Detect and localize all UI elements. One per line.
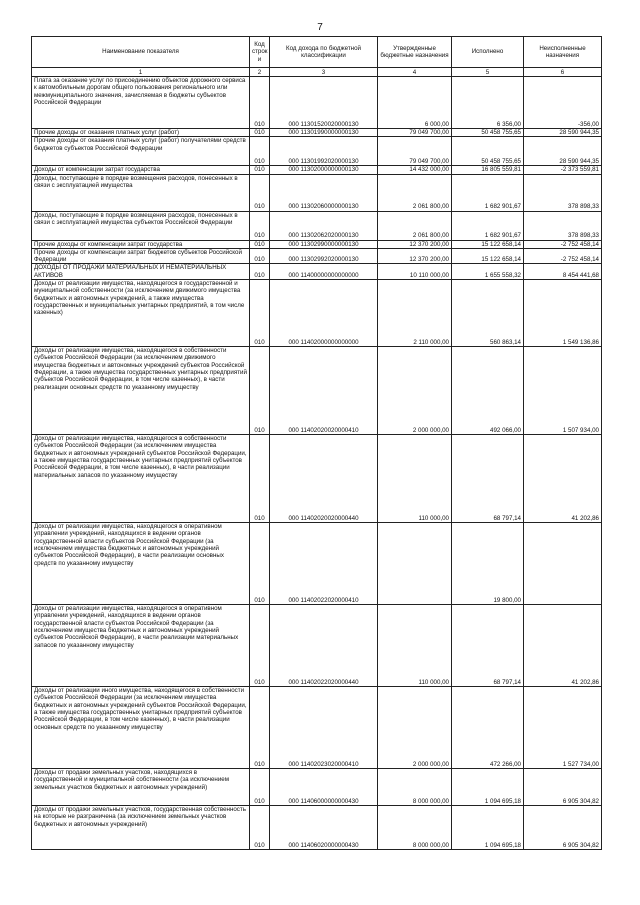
row-income-code: 000 11402023020000410 bbox=[270, 687, 378, 769]
row-approved: 2 061 800,00 bbox=[378, 211, 452, 240]
row-name: Плата за оказание услуг по присоединению объектов дорожного сервиса к автомобильным дорогам общего пользования регионального или межмуниципального значения, зачисляемая в бюджеты субъектов Российской Федерации bbox=[32, 77, 250, 129]
row-executed: 1 094 695,18 bbox=[452, 806, 524, 850]
row-income-code: 000 11402022020000410 bbox=[270, 523, 378, 605]
table-row bbox=[32, 264, 602, 280]
row-unexecuted: 8 454 441,68 bbox=[524, 264, 602, 280]
header-executed: Исполнено bbox=[452, 37, 524, 68]
row-unexecuted: -2 373 559,81 bbox=[524, 166, 602, 174]
table-row bbox=[32, 523, 602, 605]
table-row bbox=[32, 166, 602, 174]
table-row bbox=[32, 280, 602, 347]
row-approved: 2 000 000,00 bbox=[378, 347, 452, 435]
row-approved: 79 049 700,00 bbox=[378, 137, 452, 166]
row-income-code: 000 11402020020000440 bbox=[270, 435, 378, 523]
row-income-code: 000 11402022020000440 bbox=[270, 605, 378, 687]
row-unexecuted: 378 898,33 bbox=[524, 174, 602, 211]
row-approved: 8 000 000,00 bbox=[378, 769, 452, 806]
row-income-code: 000 11302990000000130 bbox=[270, 240, 378, 248]
row-income-code: 000 11402020020000410 bbox=[270, 347, 378, 435]
row-income-code: 000 11402000000000000 bbox=[270, 280, 378, 347]
row-unexecuted: 41 202,86 bbox=[524, 435, 602, 523]
row-executed: 1 682 901,67 bbox=[452, 211, 524, 240]
row-approved bbox=[378, 523, 452, 605]
row-name: Доходы от продажи земельных участков, находящихся в государственной и муниципальной собственности (за исключением земельных участков бюджетных и автономных учреждений) bbox=[32, 769, 250, 806]
column-number: 1 bbox=[32, 68, 250, 77]
row-line-code: 010 bbox=[250, 435, 270, 523]
row-name: Доходы от реализации имущества, находящегося в оперативном управлении учреждений, находящихся в ведении органов государственной власти субъектов Российской Федерации (за исключением имущества бюджетных и автономных учреждений субъектов Российской Федерации), в части реализации материальных запасов по указанному имуществу bbox=[32, 605, 250, 687]
row-income-code: 000 11400000000000000 bbox=[270, 264, 378, 280]
row-income-code: 000 11302062020000130 bbox=[270, 211, 378, 240]
row-line-code: 010 bbox=[250, 347, 270, 435]
column-number: 3 bbox=[270, 68, 378, 77]
row-executed: 472 266,00 bbox=[452, 687, 524, 769]
row-income-code: 000 11301520020000130 bbox=[270, 77, 378, 129]
row-name: Доходы от реализации иного имущества, находящегося в собственности субъектов Российской Федерации (за исключением имущества бюджетных и автономных учреждений субъектов Российской Федерации, а также имущества государственных унитарных предприятий субъектов Российской Федерации, в том числе казенных), в части реализации основных средств по указанному имуществу bbox=[32, 687, 250, 769]
row-approved: 79 049 700,00 bbox=[378, 129, 452, 137]
row-name: Прочие доходы от компенсации затрат бюджетов субъектов Российской Федерации bbox=[32, 248, 250, 264]
row-line-code: 010 bbox=[250, 264, 270, 280]
table-row bbox=[32, 211, 602, 240]
row-approved: 6 000,00 bbox=[378, 77, 452, 129]
row-line-code: 010 bbox=[250, 174, 270, 211]
row-line-code: 010 bbox=[250, 280, 270, 347]
row-unexecuted: 28 590 944,35 bbox=[524, 129, 602, 137]
row-executed: 560 863,14 bbox=[452, 280, 524, 347]
row-name: Прочие доходы от компенсации затрат государства bbox=[32, 240, 250, 248]
row-executed: 492 066,00 bbox=[452, 347, 524, 435]
row-income-code: 000 11302992020000130 bbox=[270, 248, 378, 264]
column-number: 5 bbox=[452, 68, 524, 77]
row-approved: 14 432 000,00 bbox=[378, 166, 452, 174]
row-line-code: 010 bbox=[250, 806, 270, 850]
row-executed: 68 797,14 bbox=[452, 435, 524, 523]
table-row bbox=[32, 174, 602, 211]
row-name: Прочие доходы от оказания платных услуг (работ) получателями средств бюджетов субъектов Российской Федерации bbox=[32, 137, 250, 166]
row-name: Доходы, поступающие в порядке возмещения расходов, понесенных в связи с эксплуатацией имущества субъектов Российской Федерации bbox=[32, 211, 250, 240]
row-approved: 2 110 000,00 bbox=[378, 280, 452, 347]
row-approved: 10 110 000,00 bbox=[378, 264, 452, 280]
table-row bbox=[32, 687, 602, 769]
row-name: Доходы от реализации имущества, находящегося в собственности субъектов Российской Федерации (за исключением имущества бюджетных и автономных учреждений субъектов Российской Федерации, а также имущества государственных унитарных предприятий субъектов Российской Федерации, в том числе казенных), в части реализации материальных запасов по указанному имуществу bbox=[32, 435, 250, 523]
table-row bbox=[32, 77, 602, 129]
row-approved: 2 000 000,00 bbox=[378, 687, 452, 769]
row-executed: 6 356,00 bbox=[452, 77, 524, 129]
row-name: Доходы от компенсации затрат государства bbox=[32, 166, 250, 174]
row-executed: 1 094 695,18 bbox=[452, 769, 524, 806]
column-numbers-row bbox=[32, 68, 602, 77]
table-row bbox=[32, 806, 602, 850]
table-row bbox=[32, 769, 602, 806]
row-name: Доходы от реализации имущества, находящегося в собственности субъектов Российской Федерации (за исключением движимого имущества бюджетных и автономных учреждений субъектов Российской Федерации, а также имущества государственных унитарных предприятий субъектов Российской Федерации, в том числе казенных), в части реализации основных средств по указанному имуществу bbox=[32, 347, 250, 435]
header-name: Наименование показателя bbox=[32, 37, 250, 68]
row-income-code: 000 11302000000000130 bbox=[270, 166, 378, 174]
row-line-code: 010 bbox=[250, 687, 270, 769]
header-income-code: Код дохода по бюджетной классификации bbox=[270, 37, 378, 68]
row-unexecuted: 6 905 304,82 bbox=[524, 806, 602, 850]
row-income-code: 000 11301990000000130 bbox=[270, 129, 378, 137]
row-approved: 12 370 200,00 bbox=[378, 248, 452, 264]
row-unexecuted: -2 752 458,14 bbox=[524, 240, 602, 248]
row-executed: 50 458 755,65 bbox=[452, 129, 524, 137]
row-unexecuted: 1 507 934,00 bbox=[524, 347, 602, 435]
row-name: Доходы, поступающие в порядке возмещения расходов, понесенных в связи с эксплуатацией имущества bbox=[32, 174, 250, 211]
row-executed: 68 797,14 bbox=[452, 605, 524, 687]
row-executed: 16 805 559,81 bbox=[452, 166, 524, 174]
row-executed: 19 800,00 bbox=[452, 523, 524, 605]
row-unexecuted bbox=[524, 523, 602, 605]
header-unexecuted: Неисполненные назначения bbox=[524, 37, 602, 68]
header-line-code: Код строк и bbox=[250, 37, 270, 68]
row-unexecuted: 378 898,33 bbox=[524, 211, 602, 240]
row-approved: 8 000 000,00 bbox=[378, 806, 452, 850]
row-executed: 15 122 658,14 bbox=[452, 240, 524, 248]
table-row bbox=[32, 605, 602, 687]
column-number: 2 bbox=[250, 68, 270, 77]
row-line-code: 010 bbox=[250, 523, 270, 605]
row-approved: 110 000,00 bbox=[378, 605, 452, 687]
row-unexecuted: 1 527 734,00 bbox=[524, 687, 602, 769]
row-line-code: 010 bbox=[250, 166, 270, 174]
row-unexecuted: 41 202,86 bbox=[524, 605, 602, 687]
budget-execution-table bbox=[31, 36, 602, 850]
row-unexecuted: -2 752 458,14 bbox=[524, 248, 602, 264]
row-income-code: 000 11406020000000430 bbox=[270, 806, 378, 850]
row-line-code: 010 bbox=[250, 77, 270, 129]
table-row bbox=[32, 137, 602, 166]
row-unexecuted: 28 590 944,35 bbox=[524, 137, 602, 166]
row-income-code: 000 11301992020000130 bbox=[270, 137, 378, 166]
row-executed: 1 682 901,67 bbox=[452, 174, 524, 211]
row-line-code: 010 bbox=[250, 211, 270, 240]
table-row bbox=[32, 435, 602, 523]
row-approved: 2 061 800,00 bbox=[378, 174, 452, 211]
row-income-code: 000 11302060000000130 bbox=[270, 174, 378, 211]
column-number: 6 bbox=[524, 68, 602, 77]
row-line-code: 010 bbox=[250, 240, 270, 248]
column-number: 4 bbox=[378, 68, 452, 77]
row-name: Доходы от реализации имущества, находящегося в оперативном управлении учреждений, находящихся в ведении органов государственной власти субъектов Российской Федерации (за исключением имущества бюджетных и автономных учреждений субъектов Российской Федерации), в части реализации основных средств по указанному имуществу bbox=[32, 523, 250, 605]
row-unexecuted: 1 549 136,86 bbox=[524, 280, 602, 347]
row-name: Прочие доходы от оказания платных услуг (работ) bbox=[32, 129, 250, 137]
row-name: ДОХОДЫ ОТ ПРОДАЖИ МАТЕРИАЛЬНЫХ И НЕМАТЕРИАЛЬНЫХ АКТИВОВ bbox=[32, 264, 250, 280]
row-unexecuted: 6 905 304,82 bbox=[524, 769, 602, 806]
row-approved: 110 000,00 bbox=[378, 435, 452, 523]
row-approved: 12 370 200,00 bbox=[378, 240, 452, 248]
row-name: Доходы от продажи земельных участков, государственная собственность на которые не разграничена (за исключением земельных участков бюджетных и автономных учреждений) bbox=[32, 806, 250, 850]
table-body bbox=[32, 77, 602, 850]
row-line-code: 010 bbox=[250, 605, 270, 687]
table-row bbox=[32, 347, 602, 435]
row-line-code: 010 bbox=[250, 769, 270, 806]
row-income-code: 000 11406000000000430 bbox=[270, 769, 378, 806]
page-number: 7 bbox=[317, 22, 323, 33]
row-unexecuted: -356,00 bbox=[524, 77, 602, 129]
row-line-code: 010 bbox=[250, 137, 270, 166]
table-row bbox=[32, 248, 602, 264]
table-row bbox=[32, 240, 602, 248]
row-executed: 15 122 658,14 bbox=[452, 248, 524, 264]
table-row bbox=[32, 129, 602, 137]
row-line-code: 010 bbox=[250, 129, 270, 137]
table-header-row bbox=[32, 37, 602, 68]
header-approved: Утвержденные бюджетные назначения bbox=[378, 37, 452, 68]
row-executed: 1 655 558,32 bbox=[452, 264, 524, 280]
row-executed: 50 458 755,65 bbox=[452, 137, 524, 166]
row-name: Доходы от реализации имущества, находящегося в государственной и муниципальной собственности (за исключением движимого имущества бюджетных и автономных учреждений, а также имущества государственных и муниципальных унитарных предприятий, в том числе казенных) bbox=[32, 280, 250, 347]
row-line-code: 010 bbox=[250, 248, 270, 264]
